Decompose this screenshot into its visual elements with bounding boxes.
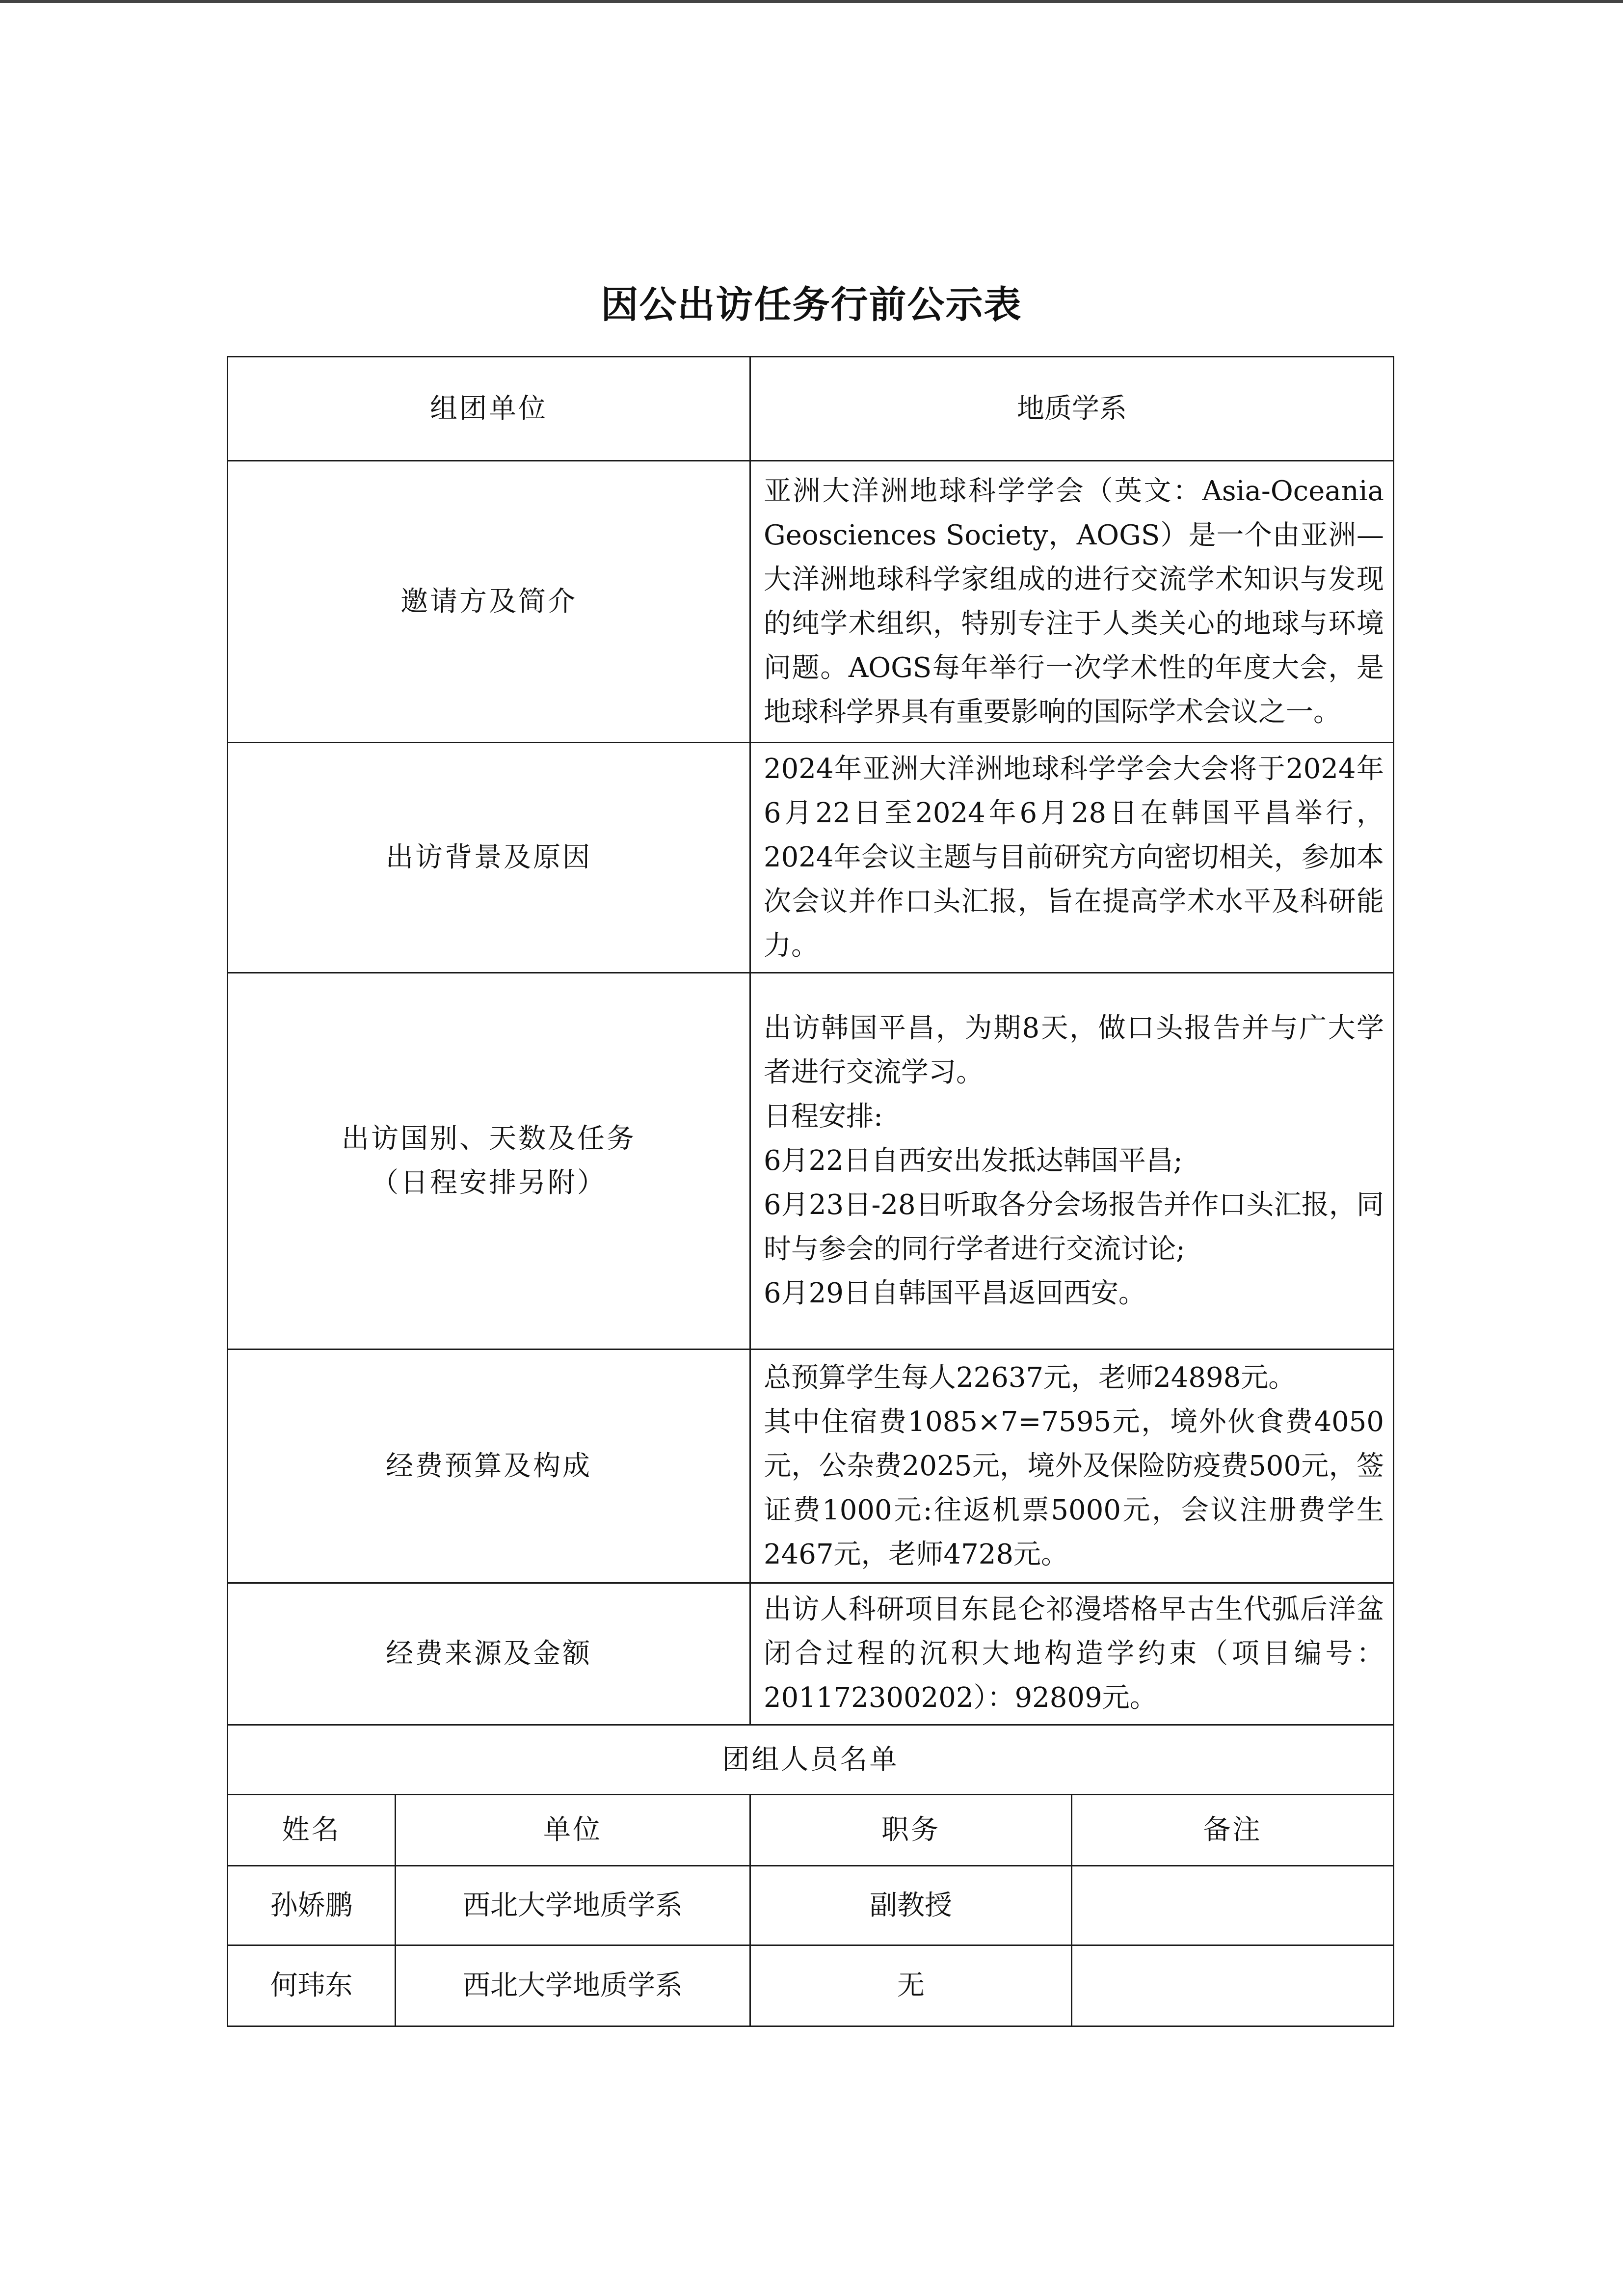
task-label bbox=[228, 973, 750, 1350]
member-unit: 西北大学地质学系 bbox=[396, 1866, 750, 1945]
task-line: 出访韩国平昌，为期8天，做口头报告并与广大学者进行交流学习。 bbox=[764, 1012, 1384, 1088]
unit-label: 组团单位 bbox=[228, 357, 750, 461]
header-unit: 单位 bbox=[396, 1795, 750, 1866]
page-title: 因公出访任务行前公示表 bbox=[601, 283, 1022, 326]
member-position: 副教授 bbox=[750, 1866, 1072, 1945]
scan-top-edge bbox=[0, 0, 1623, 3]
row-task bbox=[228, 973, 1394, 1350]
row-background bbox=[228, 743, 1394, 973]
row-budget bbox=[228, 1350, 1394, 1583]
budget-line1: 总预算学生每人22637元，老师24898元。 bbox=[764, 1361, 1296, 1394]
background-label: 出访背景及原因 bbox=[228, 743, 750, 973]
member-note bbox=[1072, 1945, 1394, 2026]
inviter-text: 亚洲大洋洲地球科学学会（英文：Asia-Oceania Geosciences Society，AOGS）是一个由亚洲—大洋洲地球科学家组成的进行交流学术知识与发现的纯学术组织，特别专注于人类关心的地球与环境问题。AOGS每年举行一次学术性的年度大会，是地球科学界具有重要影响的国际学术会议之一。 bbox=[750, 461, 1394, 743]
row-source bbox=[228, 1583, 1394, 1725]
table-row bbox=[228, 1866, 1394, 1945]
budget-line2: 其中住宿费1085×7=7595元，境外伙食费4050元，公杂费2025元，境外及保险防疫费500元，签证费1000元:往返机票5000元，会议注册费学生2467元，老师4728元。 bbox=[764, 1405, 1384, 1570]
members-header-row bbox=[228, 1795, 1394, 1866]
task-line: 6月23日-28日听取各分会场报告并作口头汇报，同时与参会的同行学者进行交流讨论; bbox=[764, 1189, 1384, 1265]
member-name: 孙娇鹏 bbox=[228, 1866, 396, 1945]
inviter-label: 邀请方及简介 bbox=[228, 461, 750, 743]
source-text: 出访人科研项目东昆仑祁漫塔格早古生代弧后洋盆闭合过程的沉积大地构造学约束（项目编号：201172300202）：92809元。 bbox=[750, 1583, 1394, 1725]
unit-value: 地质学系 bbox=[750, 357, 1394, 461]
task-line: 6月29日自韩国平昌返回西安。 bbox=[764, 1277, 1146, 1309]
row-unit bbox=[228, 357, 1394, 461]
task-text bbox=[750, 973, 1394, 1350]
budget-text bbox=[750, 1350, 1394, 1583]
header-position: 职务 bbox=[750, 1795, 1072, 1866]
member-name: 何玮东 bbox=[228, 1945, 396, 2026]
task-line: 日程安排: bbox=[764, 1101, 883, 1133]
row-members-title bbox=[228, 1725, 1394, 1795]
member-unit: 西北大学地质学系 bbox=[396, 1945, 750, 2026]
source-label: 经费来源及金额 bbox=[228, 1583, 750, 1725]
header-note: 备注 bbox=[1072, 1795, 1394, 1866]
budget-label: 经费预算及构成 bbox=[228, 1350, 750, 1583]
task-label-line2: （日程安排另附） bbox=[371, 1167, 607, 1199]
member-note bbox=[1072, 1866, 1394, 1945]
row-inviter bbox=[228, 461, 1394, 743]
members-title: 团组人员名单 bbox=[228, 1725, 1394, 1795]
background-text: 2024年亚洲大洋洲地球科学学会大会将于2024年6月22日至2024年6月28日在韩国平昌举行，2024年会议主题与目前研究方向密切相关，参加本次会议并作口头汇报，旨在提高学术水平及科研能力。 bbox=[750, 743, 1394, 973]
table-row bbox=[228, 1945, 1394, 2026]
header-name: 姓名 bbox=[228, 1795, 396, 1866]
task-label-line1: 出访国别、天数及任务 bbox=[342, 1123, 636, 1155]
task-line: 6月22日自西安出发抵达韩国平昌; bbox=[764, 1145, 1183, 1177]
member-position: 无 bbox=[750, 1945, 1072, 2026]
disclosure-table bbox=[227, 356, 1394, 2027]
